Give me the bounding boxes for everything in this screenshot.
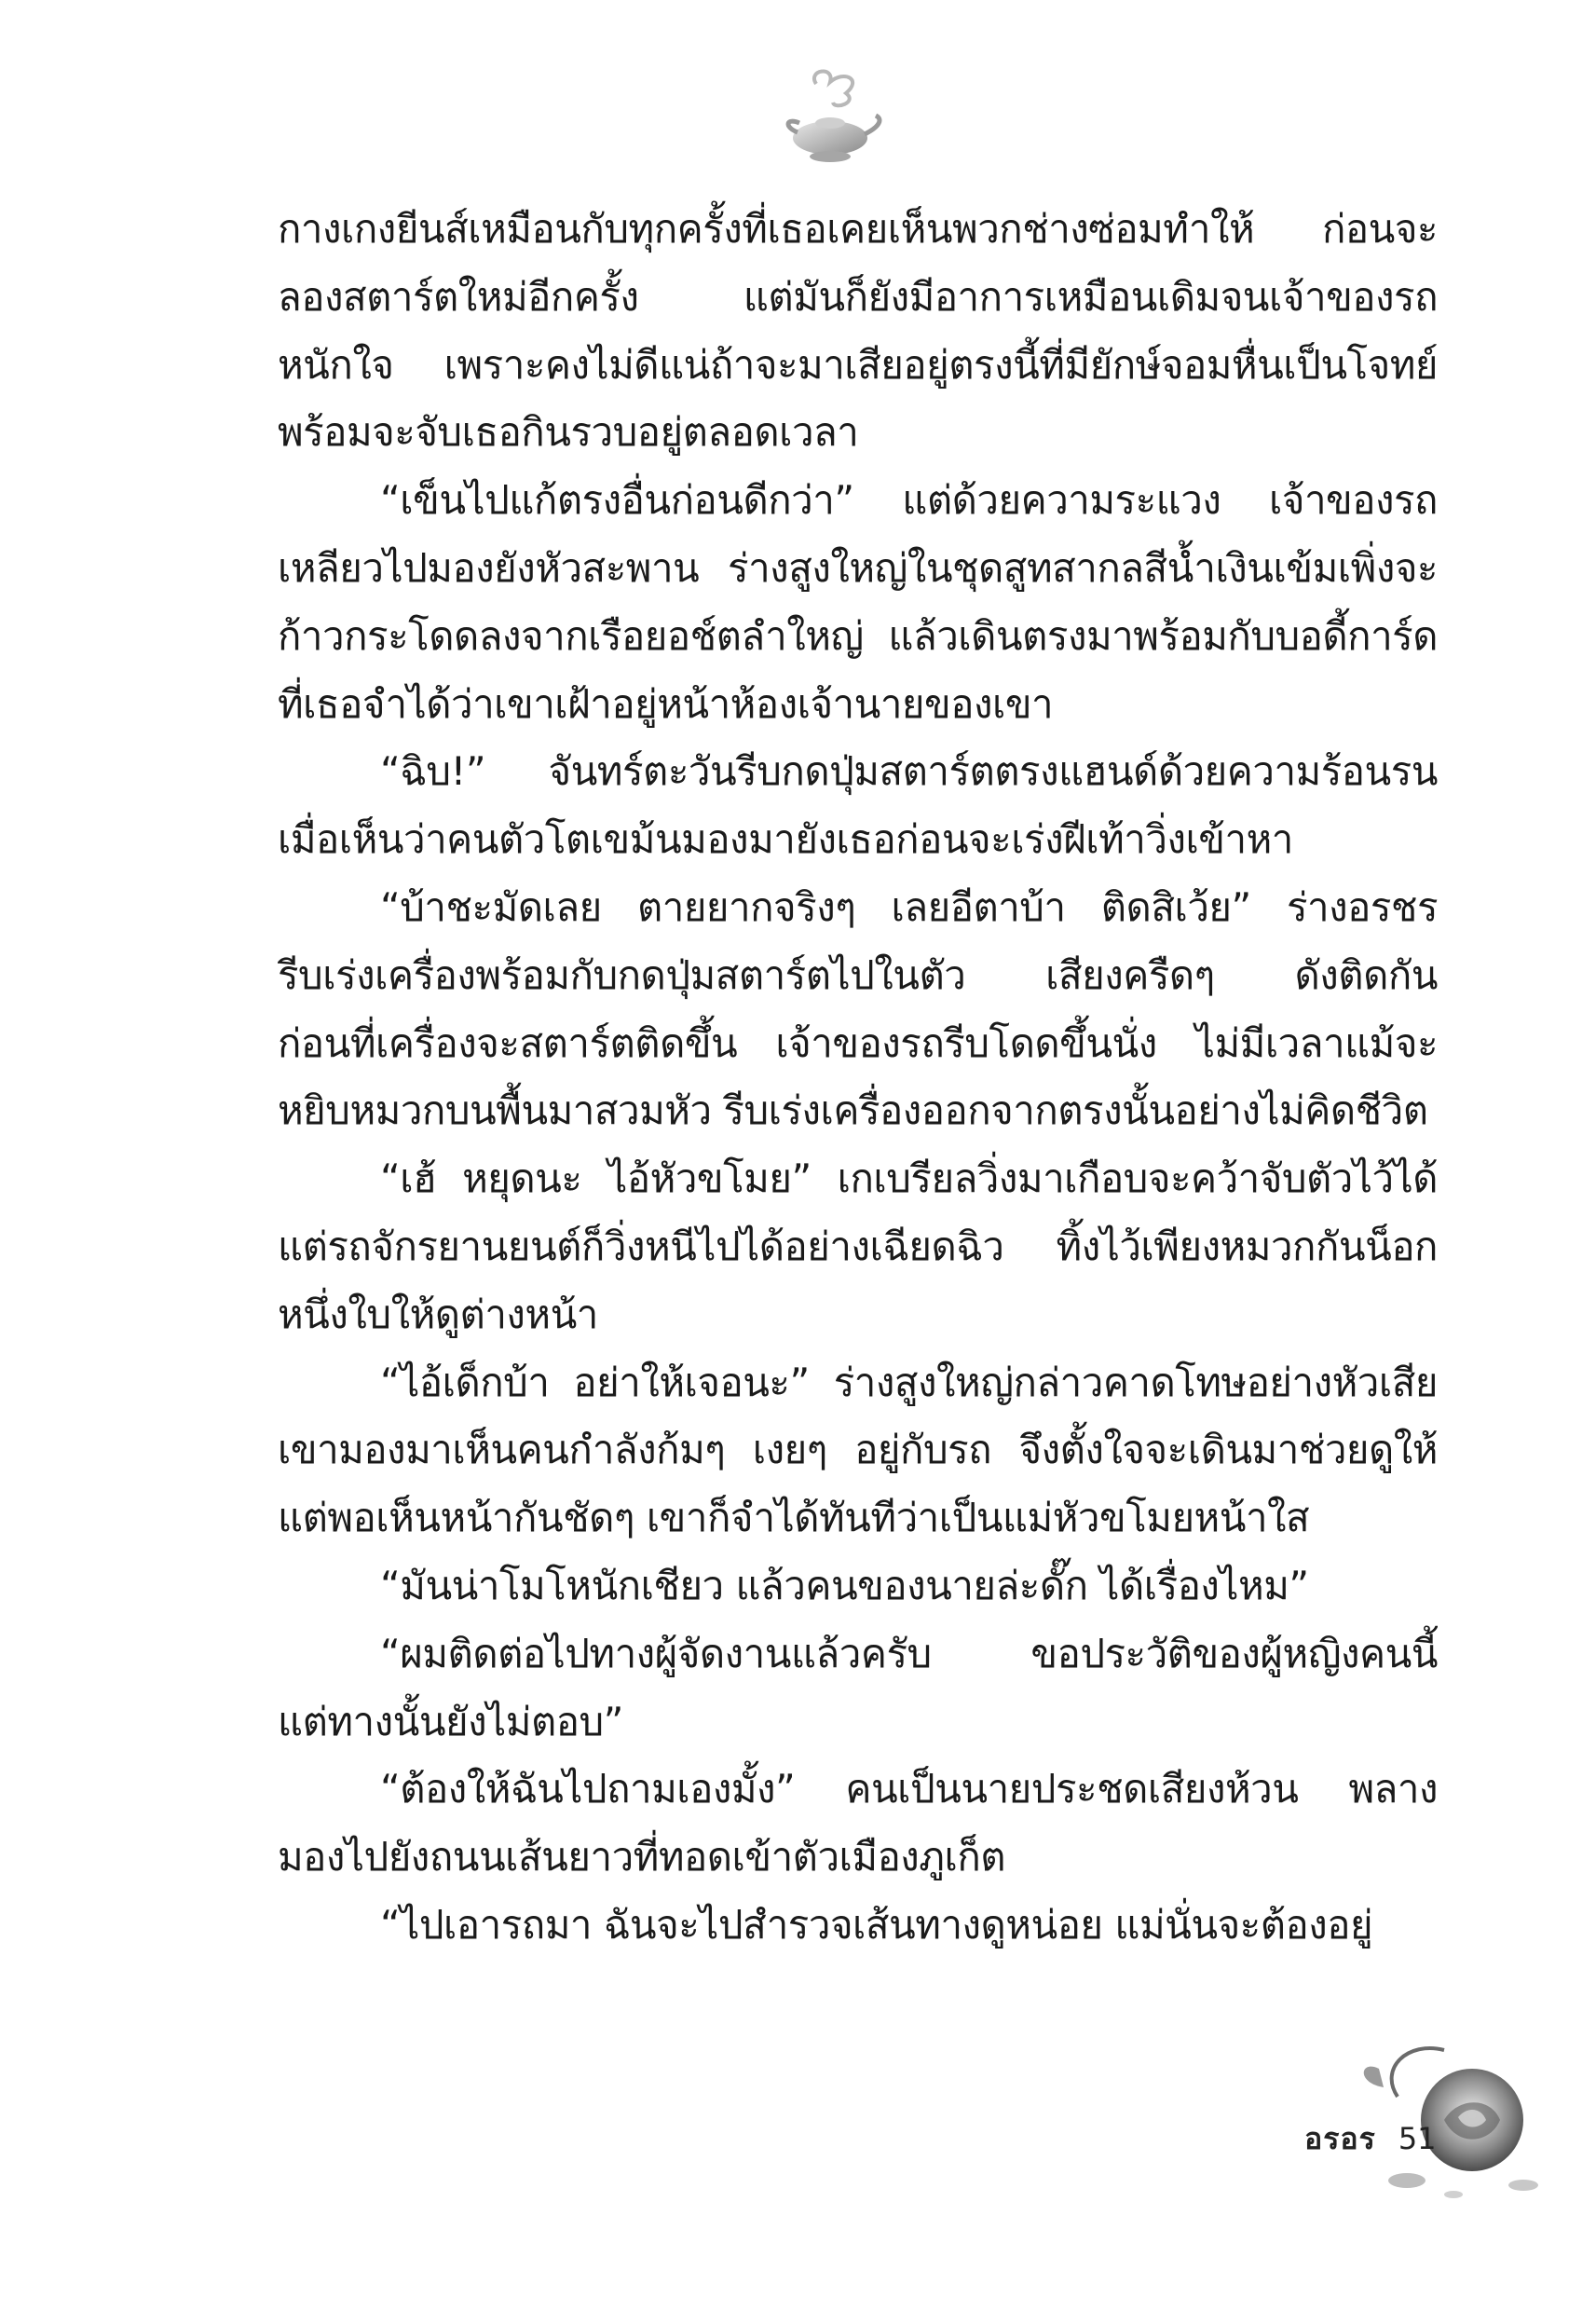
text-line: กางเกงยีนส์เหมือนกับทุกครั้งที่เธอเคยเห็นพวกช่างซ่อมทำให้ ก่อนจะ (278, 206, 1438, 252)
text-line: “เฮ้ หยุดนะ ไอ้หัวขโมย” เกเบรียลวิ่งมาเกือบจะคว้าจับตัวไว้ได้ (380, 1156, 1438, 1202)
text-line: เขามองมาเห็นคนกำลังก้มๆ เงยๆ อยู่กับรถ จึงตั้งใจจะเดินมาช่วยดูให้ (278, 1427, 1438, 1473)
text-line: ที่เธอจำได้ว่าเขาเฝ้าอยู่หน้าห้องเจ้านายของเขา (278, 680, 1054, 727)
text-line: รีบเร่งเครื่องพร้อมกับกดปุ่มสตาร์ตไปในตัว เสียงครืดๆ ดังติดกัน (278, 951, 1438, 998)
page-number: 51 (1398, 2121, 1437, 2156)
text-line: “ผมติดต่อไปทางผู้จัดงานแล้วครับ ขอประวัติของผู้หญิงคนนี้ (380, 1630, 1438, 1676)
body-text (278, 196, 1438, 1960)
footer-book-title: อรอร (1304, 2120, 1376, 2156)
text-line: “ฉิบ!” จันทร์ตะวันรีบกดปุ่มสตาร์ตตรงแฮนด์ด้วยความร้อนรน (380, 748, 1438, 795)
text-line: “เข็นไปแก้ตรงอื่นก่อนดีกว่า” แต่ด้วยความระแวง เจ้าของรถ (380, 477, 1438, 524)
text-line: หยิบหมวกบนพื้นมาสวมหัว รีบเร่งเครื่องออกจากตรงนั้นอย่างไม่คิดชีวิต (278, 1087, 1428, 1134)
text-line: แต่พอเห็นหน้ากันชัดๆ เขาก็จำได้ทันทีว่าเป็นแม่หัวขโมยหน้าใส (278, 1495, 1310, 1541)
text-line: ก้าวกระโดดลงจากเรือยอช์ตลำใหญ่ แล้วเดินตรงมาพร้อมกับบอดี้การ์ด (278, 612, 1438, 659)
text-line: ก่อนที่เครื่องจะสตาร์ตติดขึ้น เจ้าของรถรีบโดดขึ้นนั่ง ไม่มีเวลาแม้จะ (278, 1019, 1438, 1066)
text-line: แต่รถจักรยานยนต์ก็วิ่งหนีไปได้อย่างเฉียดฉิว ทิ้งไว้เพียงหมวกกันน็อก (278, 1223, 1438, 1269)
text-line: เหลียวไปมองยังหัวสะพาน ร่างสูงใหญ่ในชุดสูทสากลสีน้ำเงินเข้มเพิ่งจะ (278, 544, 1438, 591)
genie-lamp-icon (779, 65, 891, 177)
text-line: แต่ทางนั้นยังไม่ตอบ” (278, 1698, 623, 1744)
text-line: พร้อมจะจับเธอกินรวบอยู่ตลอดเวลา (278, 409, 859, 456)
text-line: เมื่อเห็นว่าคนตัวโตเขม้นมองมายังเธอก่อนจะเร่งฝีเท้าวิ่งเข้าหา (278, 816, 1293, 863)
text-line: มองไปยังถนนเส้นยาวที่ทอดเข้าตัวเมืองภูเก็ต (278, 1834, 1006, 1880)
text-line: “มันน่าโมโหนักเชียว แล้วคนของนายล่ะดั๊ก ได้เรื่องไหม” (380, 1562, 1309, 1608)
text-line: “ไอ้เด็กบ้า อย่าให้เจอนะ” ร่างสูงใหญ่กล่าวคาดโทษอย่างหัวเสีย (380, 1359, 1438, 1405)
text-line: ลองสตาร์ตใหม่อีกครั้ง แต่มันก็ยังมีอาการเหมือนเดิมจนเจ้าของรถ (278, 273, 1438, 320)
text-line: หนึ่งใบให้ดูต่างหน้า (278, 1291, 598, 1337)
text-line: “ไปเอารถมา ฉันจะไปสำรวจเส้นทางดูหน่อย แม่นั่นจะต้องอยู่ (380, 1901, 1373, 1948)
page-footer (1304, 2111, 1437, 2167)
text-line: “บ้าชะมัดเลย ตายยากจริงๆ เลยอีตาบ้า ติดสิเว้ย” ร่างอรชร (380, 883, 1438, 930)
text-line: “ต้องให้ฉันไปถามเองมั้ง” คนเป็นนายประชดเสียงห้วน พลาง (380, 1766, 1438, 1812)
text-line: หนักใจ เพราะคงไม่ดีแน่ถ้าจะมาเสียอยู่ตรงนี้ที่มียักษ์จอมหื่นเป็นโจทย์ (278, 341, 1438, 388)
